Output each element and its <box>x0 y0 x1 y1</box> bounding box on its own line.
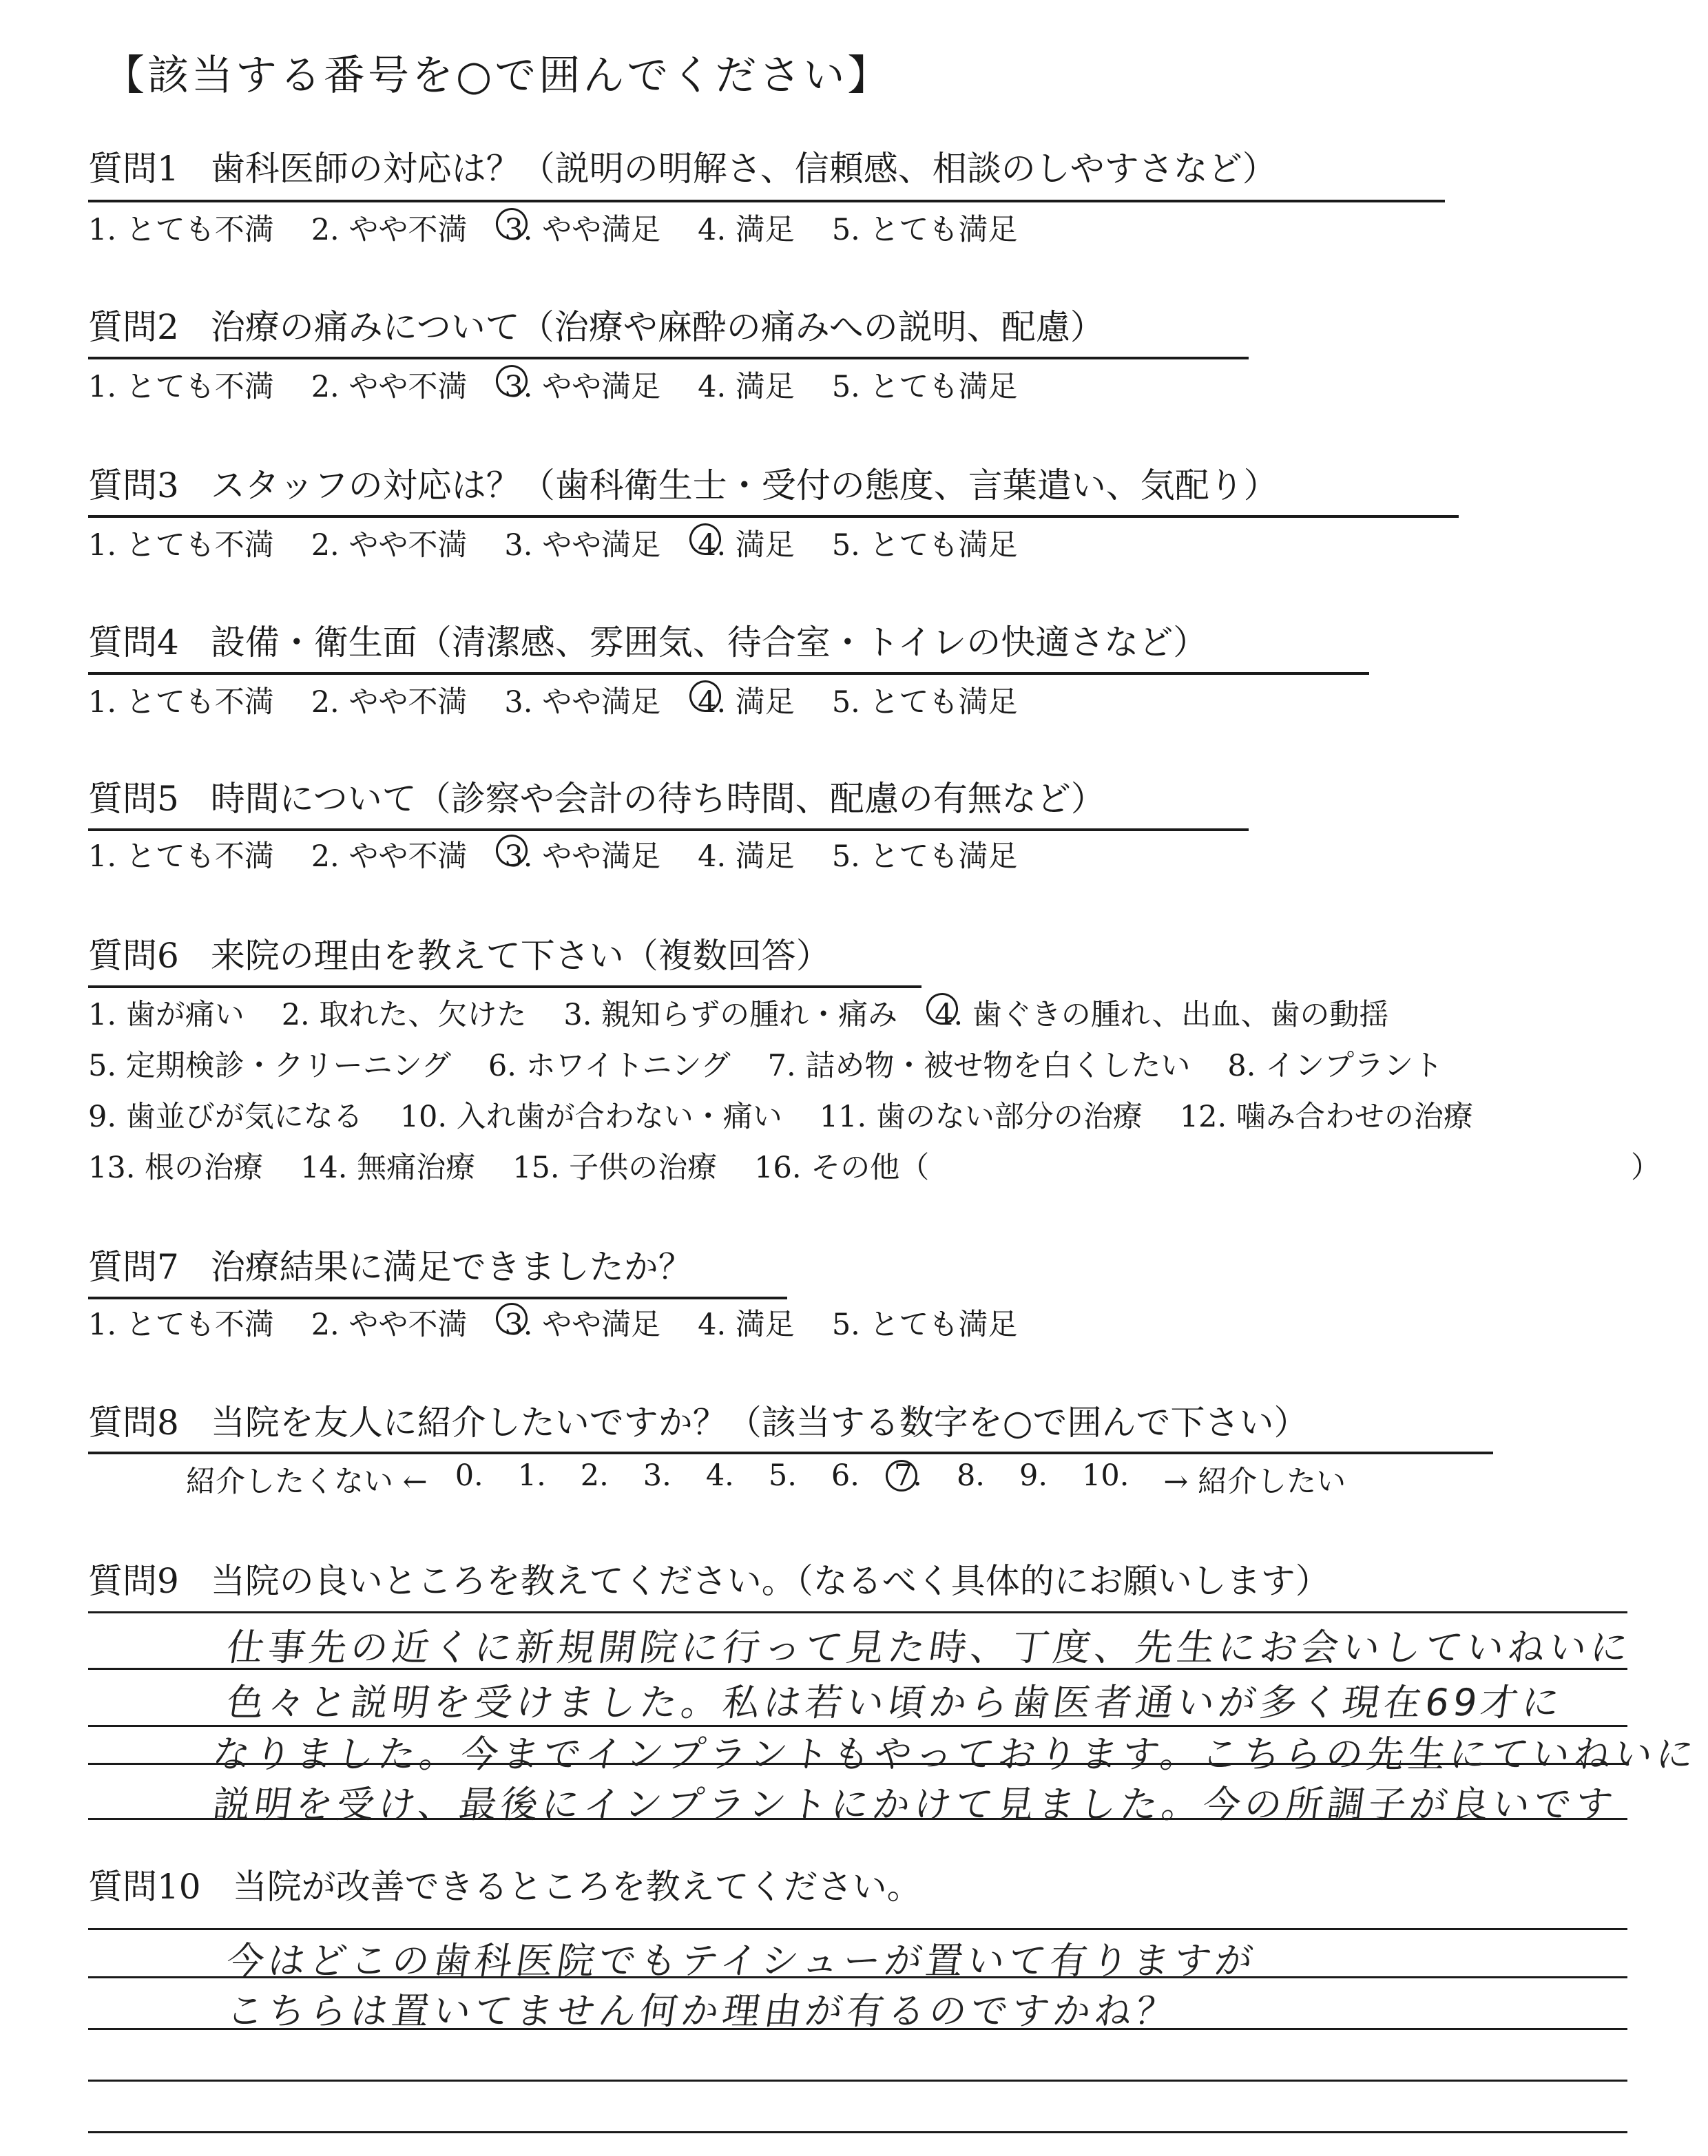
question-10-text: 当院が改善できるところを教えてください。 <box>232 1867 921 1907</box>
q4-option-5[interactable]: 5. とても満足 <box>831 685 1018 720</box>
question-1-text: 歯科医師の対応は？（説明の明解さ、信頼感、相談のしやすさなど） <box>210 149 1277 189</box>
q6-option-5[interactable]: 5. 定期検診・クリーニング <box>88 1049 451 1083</box>
q8-scale-7-circled[interactable]: 7. <box>893 1458 922 1493</box>
q6-other-close-paren: ） <box>1631 1151 1660 1185</box>
q2-option-2[interactable]: 2. やや不満 <box>311 370 468 404</box>
q10-answer-text-1[interactable]: 今はどこの歯科医院でもテイシューが置いて有りますが <box>224 1939 1260 1982</box>
question-8-underline <box>88 1452 1493 1454</box>
q7-option-1[interactable]: 1. とても不満 <box>88 1308 274 1342</box>
question-4-options <box>88 679 1055 721</box>
q3-option-2[interactable]: 2. やや不満 <box>311 528 468 563</box>
q3-option-5[interactable]: 5. とても満足 <box>831 528 1018 563</box>
q6-option-7[interactable]: 7. 詰め物・被せ物を白くしたい <box>767 1049 1191 1083</box>
question-5-options <box>88 833 1055 875</box>
q6-option-16[interactable]: 16. その他（ <box>754 1151 930 1185</box>
q6-option-12[interactable]: 12. 噛み合わせの治療 <box>1179 1100 1473 1134</box>
q10-answer-line-1 <box>88 1928 1627 1930</box>
q7-option-4[interactable]: 4. 満足 <box>698 1308 795 1342</box>
question-7-underline <box>88 1297 787 1299</box>
question-5-underline <box>88 828 1249 831</box>
question-1-label: 質問1 <box>88 149 179 189</box>
q8-scale-10[interactable]: 10. <box>1082 1458 1129 1493</box>
question-10 <box>88 1859 921 1914</box>
q8-scale-1[interactable]: 1. <box>517 1458 546 1493</box>
question-5 <box>88 771 1105 826</box>
q1-option-4[interactable]: 4. 満足 <box>698 213 795 247</box>
q1-option-3-circled[interactable]: 3. やや満足 <box>504 207 660 249</box>
question-3-underline <box>88 515 1459 518</box>
question-8-text: 当院を友人に紹介したいですか？（該当する数字を○で囲んで下さい） <box>210 1403 1309 1443</box>
question-2-options <box>88 364 1055 406</box>
q6-option-4-circled[interactable]: 4. 歯ぐきの腫れ、出血、歯の動揺 <box>935 992 1388 1034</box>
q4-option-4-circled[interactable]: 4. 満足 <box>698 679 795 721</box>
q6-option-3[interactable]: 3. 親知らずの腫れ・痛み <box>563 998 898 1032</box>
q6-row-4 <box>88 1144 966 1186</box>
q2-option-5[interactable]: 5. とても満足 <box>831 370 1018 404</box>
question-10-label: 質問10 <box>88 1867 201 1907</box>
q6-row-1 <box>88 992 1426 1034</box>
q2-option-4[interactable]: 4. 満足 <box>698 370 795 404</box>
q5-option-5[interactable]: 5. とても満足 <box>831 839 1018 874</box>
q6-option-1[interactable]: 1. 歯が痛い <box>88 998 244 1032</box>
question-6 <box>88 928 831 983</box>
question-2 <box>88 300 1105 355</box>
question-6-label: 質問6 <box>88 936 179 976</box>
question-8 <box>88 1395 1308 1450</box>
question-3-options <box>88 522 1055 564</box>
q2-option-1[interactable]: 1. とても不満 <box>88 370 274 404</box>
q6-option-8[interactable]: 8. インプラント <box>1227 1049 1444 1083</box>
q8-scale-8[interactable]: 8. <box>956 1458 985 1493</box>
q6-option-6[interactable]: 6. ホワイトニング <box>488 1049 731 1083</box>
question-6-text: 来院の理由を教えて下さい（複数回答） <box>210 936 831 976</box>
q9-answer-text-2[interactable]: 色々と説明を受けました。私は若い頃から歯医者通いが多く現在69才に <box>224 1681 1567 1724</box>
question-3-label: 質問3 <box>88 465 179 505</box>
q4-option-3[interactable]: 3. やや満足 <box>504 685 661 720</box>
q6-option-11[interactable]: 11. 歯のない部分の治療 <box>819 1100 1143 1134</box>
question-7 <box>88 1239 693 1295</box>
q8-scale-4[interactable]: 4. <box>705 1458 734 1493</box>
q8-scale-0[interactable]: 0. <box>455 1458 483 1493</box>
q8-scale-6[interactable]: 6. <box>831 1458 860 1493</box>
question-5-label: 質問5 <box>88 779 179 819</box>
q7-option-5[interactable]: 5. とても満足 <box>831 1308 1018 1342</box>
question-4-text: 設備・衛生面（清潔感、雰囲気、待合室・トイレの快適さなど） <box>210 622 1208 662</box>
q6-option-10[interactable]: 10. 入れ歯が合わない・痛い <box>399 1100 782 1134</box>
q8-scale-3[interactable]: 3. <box>643 1458 671 1493</box>
question-2-underline <box>88 357 1249 359</box>
q6-option-14[interactable]: 14. 無痛治療 <box>300 1151 476 1185</box>
page-title: 【該当する番号を○で囲んでください】 <box>103 52 892 100</box>
q4-option-2[interactable]: 2. やや不満 <box>311 685 468 720</box>
q10-answer-line-4 <box>88 2080 1627 2082</box>
question-8-scale <box>186 1458 1346 1500</box>
question-2-label: 質問2 <box>88 307 179 347</box>
q10-answer-text-2[interactable]: こちらは置いてません何か理由が有るのですかね？ <box>224 1989 1180 2033</box>
q5-option-2[interactable]: 2. やや不満 <box>311 839 468 874</box>
question-9 <box>88 1553 1330 1609</box>
q8-left-label: 紹介したくない ← <box>186 1465 428 1499</box>
q9-answer-text-4[interactable]: 説明を受け、最後にインプラントにかけて見ました。今の所調子が良いです <box>210 1783 1620 1826</box>
q3-option-4-circled[interactable]: 4. 満足 <box>698 522 795 564</box>
q9-answer-text-1[interactable]: 仕事先の近くに新規開院に行って見た時、丁度、先生にお会いしていねいに <box>224 1626 1635 1669</box>
q5-option-4[interactable]: 4. 満足 <box>698 839 795 874</box>
question-1 <box>88 141 1277 196</box>
q8-scale-5[interactable]: 5. <box>768 1458 797 1493</box>
question-4 <box>88 615 1207 670</box>
question-1-underline <box>88 200 1445 202</box>
question-6-underline <box>88 985 921 988</box>
question-8-label: 質問8 <box>88 1403 179 1443</box>
question-7-options <box>88 1301 1055 1343</box>
q6-option-13[interactable]: 13. 根の治療 <box>88 1151 264 1185</box>
q5-option-3-circled[interactable]: 3. やや満足 <box>504 833 660 875</box>
question-3 <box>88 458 1278 513</box>
q1-option-1[interactable]: 1. とても不満 <box>88 213 274 247</box>
q2-option-3-circled[interactable]: 3. やや満足 <box>504 364 660 406</box>
question-7-label: 質問7 <box>88 1247 179 1287</box>
q7-option-3-circled[interactable]: 3. やや満足 <box>504 1301 660 1343</box>
q10-answer-line-5 <box>88 2131 1627 2133</box>
q6-option-2[interactable]: 2. 取れた、欠けた <box>281 998 527 1032</box>
q4-option-1[interactable]: 1. とても不満 <box>88 685 274 720</box>
q6-row-3 <box>88 1093 1510 1135</box>
q3-option-1[interactable]: 1. とても不満 <box>88 528 274 563</box>
q1-option-2[interactable]: 2. やや不満 <box>311 213 468 247</box>
question-9-label: 質問9 <box>88 1561 179 1601</box>
q6-option-15[interactable]: 15. 子供の治療 <box>512 1151 718 1185</box>
question-1-options <box>88 207 1055 249</box>
q1-option-5[interactable]: 5. とても満足 <box>831 213 1018 247</box>
question-4-label: 質問4 <box>88 622 179 662</box>
question-9-text: 当院の良いところを教えてください。（なるべく具体的にお願いします） <box>210 1561 1330 1601</box>
q8-scale-9[interactable]: 9. <box>1019 1458 1048 1493</box>
q5-option-1[interactable]: 1. とても不満 <box>88 839 274 874</box>
question-4-underline <box>88 672 1369 675</box>
q9-answer-line-1 <box>88 1611 1627 1613</box>
q8-scale-2[interactable]: 2. <box>580 1458 609 1493</box>
q7-option-2[interactable]: 2. やや不満 <box>311 1308 468 1342</box>
question-3-text: スタッフの対応は？（歯科衛生士・受付の態度、言葉遣い、気配り） <box>210 465 1278 505</box>
q3-option-3[interactable]: 3. やや満足 <box>504 528 661 563</box>
q8-right-label: → 紹介したい <box>1163 1465 1346 1499</box>
q6-option-9[interactable]: 9. 歯並びが気になる <box>88 1100 363 1134</box>
question-7-text: 治療結果に満足できましたか？ <box>210 1247 693 1287</box>
q9-answer-text-3[interactable]: なりました。今までインプラントもやっております。こちらの先生にていねいに <box>210 1733 1701 1776</box>
q6-row-2 <box>88 1043 1480 1085</box>
question-2-text: 治療の痛みについて（治療や麻酔の痛みへの説明、配慮） <box>210 307 1105 347</box>
question-5-text: 時間について（診察や会計の待ち時間、配慮の有無など） <box>210 779 1105 819</box>
